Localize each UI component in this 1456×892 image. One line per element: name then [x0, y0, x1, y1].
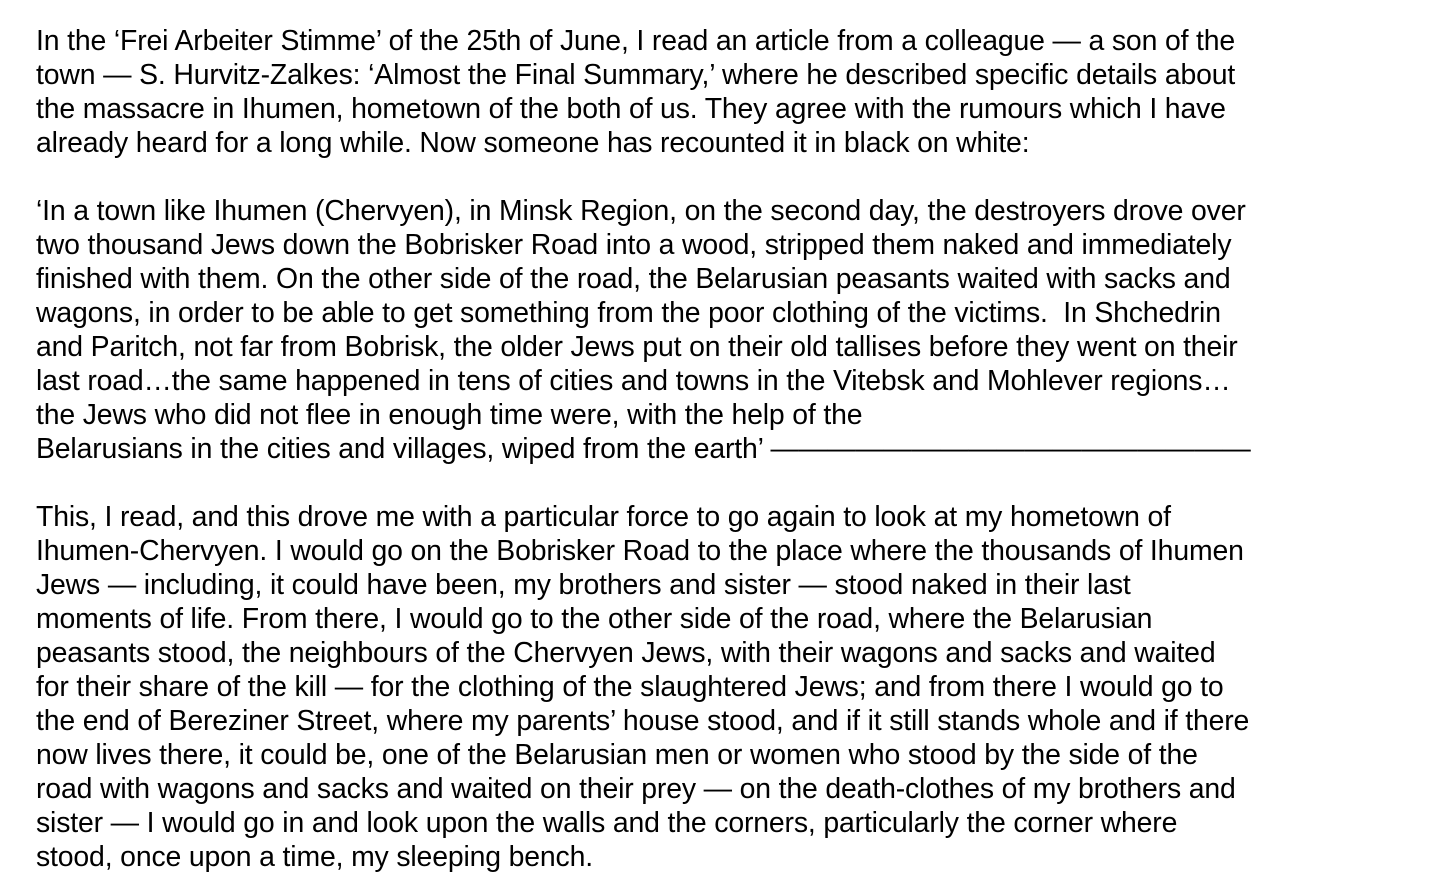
- text-line: wagons, in order to be able to get something from the poor clothing of the victims. In Shchedrin: [36, 297, 1221, 329]
- text-line: stood, once upon a time, my sleeping bench.: [36, 841, 593, 873]
- text-line: sister — I would go in and look upon the walls and the corners, particularly the corner where: [36, 807, 1178, 839]
- text-line: peasants stood, the neighbours of the Chervyen Jews, with their wagons and sacks and waited: [36, 637, 1216, 669]
- text-line: ‘In a town like Ihumen (Chervyen), in Minsk Region, on the second day, the destroyers drove over: [36, 195, 1246, 227]
- document-body: [36, 24, 1436, 874]
- text-line: now lives there, it could be, one of the Belarusian men or women who stood by the side of the: [36, 739, 1198, 771]
- text-line: Jews — including, it could have been, my brothers and sister — stood naked in their last: [36, 569, 1131, 601]
- text-line: town — S. Hurvitz-Zalkes: ‘Almost the Final Summary,’ where he described specific details about: [36, 59, 1236, 91]
- text-line: two thousand Jews down the Bobrisker Road into a wood, stripped them naked and immediately: [36, 229, 1232, 261]
- text-line: the massacre in Ihumen, hometown of the both of us. They agree with the rumours which I have: [36, 93, 1226, 125]
- text-line: last road…the same happened in tens of cities and towns in the Vitebsk and Mohlever regions…: [36, 365, 1231, 397]
- text-line: In the ‘Frei Arbeiter Stimme’ of the 25th of June, I read an article from a colleague — a son of the: [36, 25, 1236, 57]
- paragraph-hometown-reflection: [36, 500, 1436, 874]
- paragraph-frei-arbeiter-stimme: [36, 24, 1436, 160]
- text-line: the end of Bereziner Street, where my parents’ house stood, and if it still stands whole and if there: [36, 705, 1250, 737]
- text-line: Ihumen-Chervyen. I would go on the Bobrisker Road to the place where the thousands of Ihumen: [36, 535, 1244, 567]
- text-line: already heard for a long while. Now someone has recounted it in black on white:: [36, 127, 1030, 159]
- text-line: the Jews who did not flee in enough time were, with the help of the: [36, 399, 863, 431]
- text-line: for their share of the kill — for the clothing of the slaughtered Jews; and from there I would go to: [36, 671, 1224, 703]
- text-line: moments of life. From there, I would go to the other side of the road, where the Belarusian: [36, 603, 1153, 635]
- text-line: road with wagons and sacks and waited on their prey — on the death-clothes of my brothers and: [36, 773, 1236, 805]
- text-line: finished with them. On the other side of the road, the Belarusian peasants waited with sacks and: [36, 263, 1231, 295]
- text-line: Belarusians in the cities and villages, wiped from the earth’ —————————————————: [36, 433, 1251, 465]
- text-line: This, I read, and this drove me with a particular force to go again to look at my hometown of: [36, 501, 1171, 533]
- paragraph-quotation: [36, 194, 1436, 466]
- text-line: and Paritch, not far from Bobrisk, the older Jews put on their old tallises before they went on their: [36, 331, 1238, 363]
